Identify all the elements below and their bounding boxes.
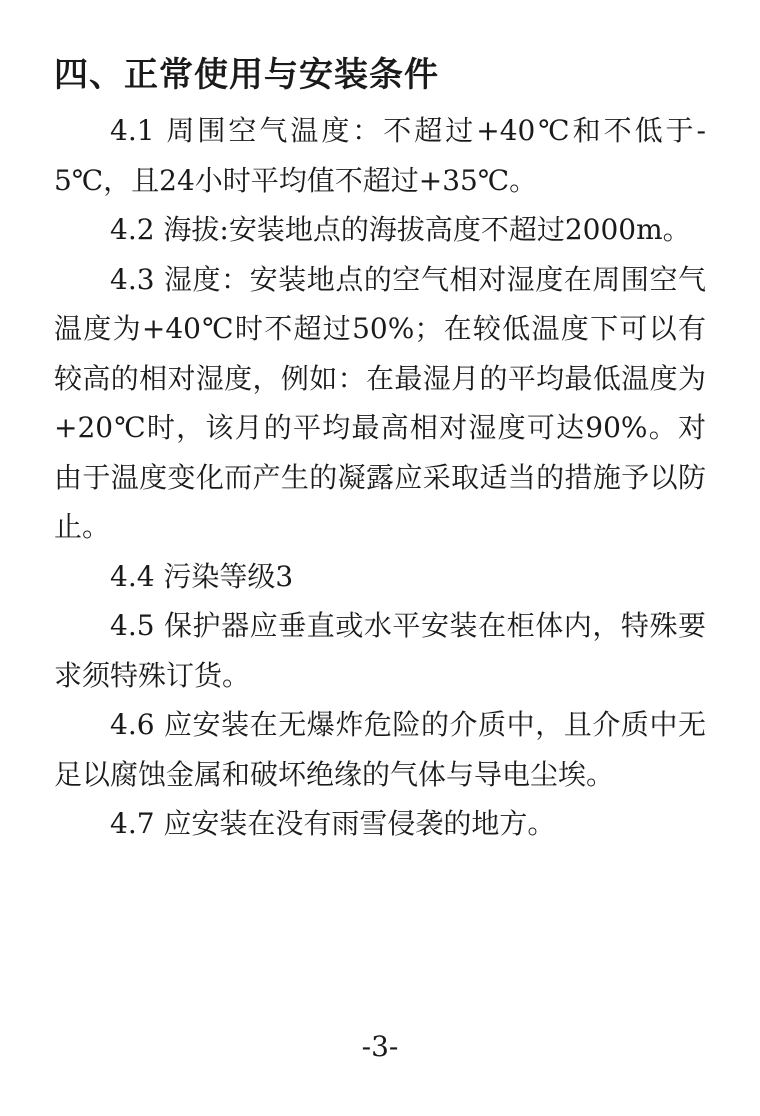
paragraph-4-5: 4.5 保护器应垂直或水平安装在柜体内，特殊要求须特殊订货。 [54, 609, 706, 692]
paragraph-4-2: 4.2 海拔:安装地点的海拔高度不超过2000m。 [110, 213, 691, 246]
paragraph-4-1: 4.1 周围空气温度：不超过+40℃和不低于-5℃，且24小时平均值不超过+35℃。 [54, 114, 706, 197]
page-number: -3- [361, 1030, 399, 1063]
section-heading: 四、正常使用与安装条件 [54, 55, 439, 95]
paragraph-4-6: 4.6 应安装在无爆炸危险的介质中，且介质中无足以腐蚀金属和破坏绝缘的气体与导电尘埃。 [54, 708, 706, 791]
paragraph-4-7: 4.7 应安装在没有雨雪侵袭的地方。 [110, 807, 556, 840]
paragraph-4-3: 4.3 湿度：安装地点的空气相对湿度在周围空气温度为+40℃时不超过50%；在较低温度下可以有较高的相对湿度，例如：在最湿月的平均最低温度为+20℃时，该月的平均最高相对湿度可达90%。对由于温度变化而产生的凝露应采取适当的措施予以防止。 [54, 262, 706, 543]
paragraph-4-4: 4.4 污染等级3 [110, 559, 294, 593]
section-body [54, 106, 706, 849]
